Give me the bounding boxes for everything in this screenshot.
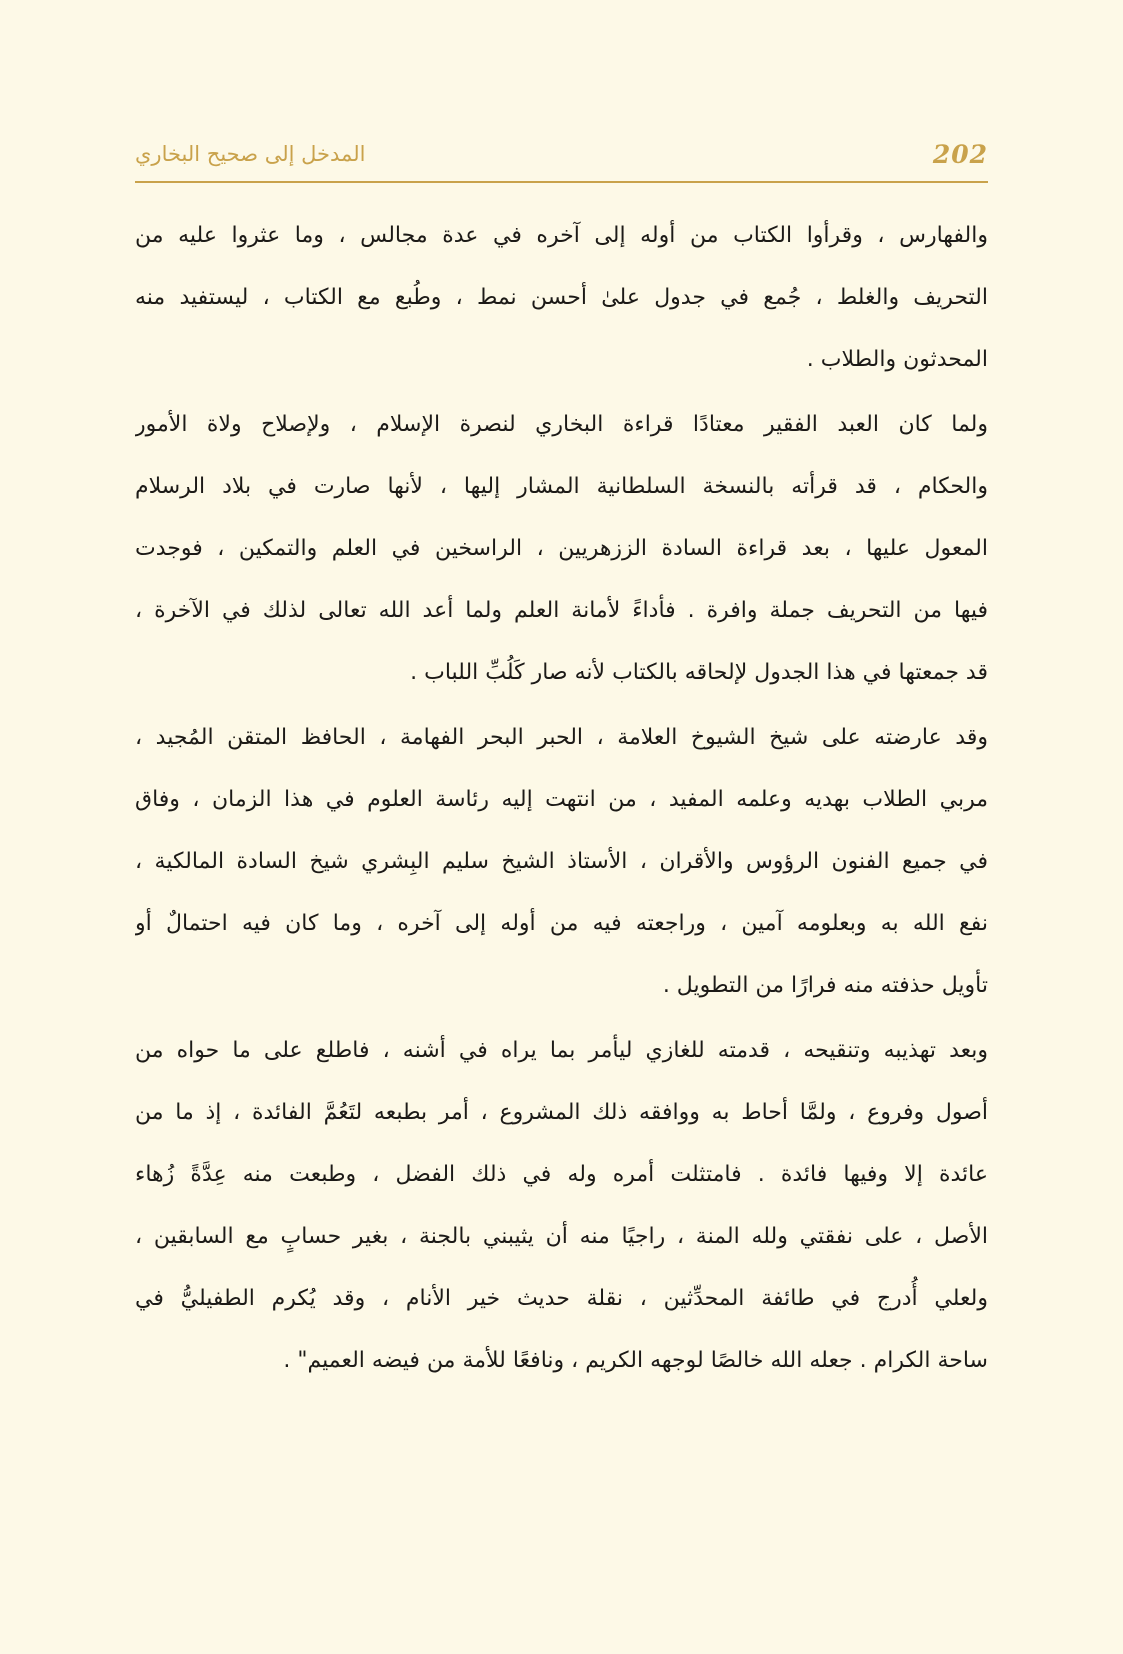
text-line: ساحة الكرام . جعله الله خالصًا لوجهه الكريم ، ونافعًا للأمة من فيضه العميم" . [283,1348,988,1373]
text-line: عائدة إلا وفيها فائدة . فامتثلت أمره وله في ذلك الفضل ، وطبعت منه عِدَّةً زُهاء [135,1162,988,1187]
running-header [135,132,988,176]
text-line: فيها من التحريف جملة وافرة . فأداءً لأمانة العلم ولما أعد الله تعالى لذلك في الآخرة ، [135,598,988,623]
page-number: 202 [932,139,988,169]
text-line: قد جمعتها في هذا الجدول لإلحاقه بالكتاب لأنه صار كَلُبِّ اللباب . [410,660,988,685]
text-line: أصول وفروع ، ولمَّا أحاط به ووافقه ذلك المشروع ، أمر بطبعه لتَعُمَّ الفائدة ، إذ ما من [135,1100,988,1125]
paragraph-2 [135,394,988,704]
text-line: وقد عارضته على شيخ الشيوخ العلامة ، الحبر البحر الفهامة ، الحافظ المتقن المُجيد ، [135,725,988,750]
text-line: ولما كان العبد الفقير معتادًا قراءة البخاري لنصرة الإسلام ، ولإصلاح ولاة الأمور [135,412,988,437]
paragraph-4 [135,1020,988,1392]
text-line: تأويل حذفته منه فرارًا من التطويل . [662,973,988,998]
text-line: وبعد تهذيبه وتنقيحه ، قدمته للغازي ليأمر بما يراه في أشنه ، فاطلع على ما حواه من [135,1038,988,1063]
text-line: مربي الطلاب بهديه وعلمه المفيد ، من انتهت إليه رئاسة العلوم في هذا الزمان ، وفاق [135,787,988,812]
text-line: نفع الله به وبعلومه آمين ، وراجعته فيه من أوله إلى آخره ، وما كان فيه احتمالٌ أو [135,911,988,936]
header-divider [135,181,988,183]
text-line: المعول عليها ، بعد قراءة السادة الززهريين ، الراسخين في العلم والتمكين ، فوجدت [135,536,988,561]
text-line: ولعلي أُدرج في طائفة المحدِّثين ، نقلة حديث خير الأنام ، وقد يُكرم الطفيليُّ في [135,1286,988,1311]
paragraph-3 [135,707,988,1017]
book-title: المدخل إلى صحيح البخاري [135,142,366,166]
text-line: والفهارس ، وقرأوا الكتاب من أوله إلى آخره في عدة مجالس ، وما عثروا عليه من [135,223,988,248]
text-line: في جميع الفنون الرؤوس والأقران ، الأستاذ الشيخ سليم البِشري شيخ السادة المالكية ، [135,849,988,874]
text-line: التحريف والغلط ، جُمع في جدول علىٰ أحسن نمط ، وطُبع مع الكتاب ، ليستفيد منه [135,285,988,310]
text-line: الأصل ، على نفقتي ولله المنة ، راجيًا منه أن يثيبني بالجنة ، بغير حسابٍ مع السابقين ، [135,1224,988,1249]
body-text [135,205,988,1395]
text-line: المحدثون والطلاب . [806,347,988,372]
text-line: والحكام ، قد قرأته بالنسخة السلطانية المشار إليها ، لأنها صارت في بلاد الرسلام [135,474,988,499]
paragraph-1 [135,205,988,391]
